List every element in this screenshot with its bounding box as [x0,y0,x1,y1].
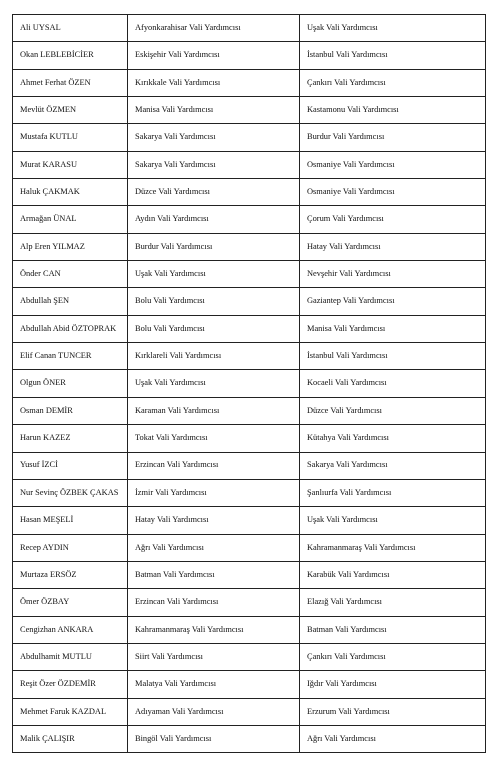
new-post-cell: Uşak Vali Yardımcısı [300,15,486,42]
table-row [13,42,486,69]
new-post-cell: Kahramanmaraş Vali Yardımcısı [300,534,486,561]
new-post-cell: Osmaniye Vali Yardımcısı [300,179,486,206]
person-name-cell: Murtaza ERSÖZ [13,561,128,588]
new-post-cell: Karabük Vali Yardımcısı [300,561,486,588]
current-post-cell: Hatay Vali Yardımcısı [128,507,300,534]
current-post-cell: Eskişehir Vali Yardımcısı [128,42,300,69]
current-post-cell: Siirt Vali Yardımcısı [128,643,300,670]
new-post-cell: Ağrı Vali Yardımcısı [300,725,486,752]
new-post-cell: Hatay Vali Yardımcısı [300,233,486,260]
table-row [13,725,486,752]
person-name-cell: Harun KAZEZ [13,425,128,452]
new-post-cell: Burdur Vali Yardımcısı [300,124,486,151]
table-row [13,179,486,206]
person-name-cell: Yusuf İZCİ [13,452,128,479]
new-post-cell: Osmaniye Vali Yardımcısı [300,151,486,178]
current-post-cell: Bingöl Vali Yardımcısı [128,725,300,752]
table-row [13,507,486,534]
current-post-cell: Uşak Vali Yardımcısı [128,370,300,397]
table-row [13,343,486,370]
new-post-cell: Nevşehir Vali Yardımcısı [300,261,486,288]
current-post-cell: Sakarya Vali Yardımcısı [128,151,300,178]
person-name-cell: Armağan ÜNAL [13,206,128,233]
table-row [13,425,486,452]
person-name-cell: Abdulhamit MUTLU [13,643,128,670]
current-post-cell: Malatya Vali Yardımcısı [128,671,300,698]
table-row [13,479,486,506]
person-name-cell: Ahmet Ferhat ÖZEN [13,69,128,96]
new-post-cell: Manisa Vali Yardımcısı [300,315,486,342]
current-post-cell: Düzce Vali Yardımcısı [128,179,300,206]
current-post-cell: Uşak Vali Yardımcısı [128,261,300,288]
new-post-cell: Kastamonu Vali Yardımcısı [300,97,486,124]
table-row [13,151,486,178]
table-row [13,261,486,288]
person-name-cell: Abdullah ŞEN [13,288,128,315]
new-post-cell: Çorum Vali Yardımcısı [300,206,486,233]
assignment-table-body [13,15,486,753]
new-post-cell: Şanlıurfa Vali Yardımcısı [300,479,486,506]
person-name-cell: Mehmet Faruk KAZDAL [13,698,128,725]
new-post-cell: Kütahya Vali Yardımcısı [300,425,486,452]
table-row [13,616,486,643]
person-name-cell: Hasan MEŞELİ [13,507,128,534]
person-name-cell: Abdullah Abid ÖZTOPRAK [13,315,128,342]
table-row [13,671,486,698]
table-row [13,233,486,260]
new-post-cell: İstanbul Vali Yardımcısı [300,42,486,69]
current-post-cell: Sakarya Vali Yardımcısı [128,124,300,151]
table-row [13,698,486,725]
table-row [13,643,486,670]
current-post-cell: Bolu Vali Yardımcısı [128,288,300,315]
table-row [13,124,486,151]
table-row [13,561,486,588]
current-post-cell: Aydın Vali Yardımcısı [128,206,300,233]
person-name-cell: Haluk ÇAKMAK [13,179,128,206]
person-name-cell: Önder CAN [13,261,128,288]
current-post-cell: Kahramanmaraş Vali Yardımcısı [128,616,300,643]
person-name-cell: Murat KARASU [13,151,128,178]
current-post-cell: Erzincan Vali Yardımcısı [128,452,300,479]
table-row [13,69,486,96]
person-name-cell: Olgun ÖNER [13,370,128,397]
table-row [13,534,486,561]
table-row [13,15,486,42]
person-name-cell: Recep AYDIN [13,534,128,561]
new-post-cell: Uşak Vali Yardımcısı [300,507,486,534]
new-post-cell: Gaziantep Vali Yardımcısı [300,288,486,315]
assignment-table [12,14,486,753]
current-post-cell: Tokat Vali Yardımcısı [128,425,300,452]
person-name-cell: Ali UYSAL [13,15,128,42]
new-post-cell: Sakarya Vali Yardımcısı [300,452,486,479]
table-row [13,315,486,342]
current-post-cell: Kırıkkale Vali Yardımcısı [128,69,300,96]
person-name-cell: Cengizhan ANKARA [13,616,128,643]
table-row [13,589,486,616]
current-post-cell: Erzincan Vali Yardımcısı [128,589,300,616]
current-post-cell: Burdur Vali Yardımcısı [128,233,300,260]
current-post-cell: Adıyaman Vali Yardımcısı [128,698,300,725]
new-post-cell: Elazığ Vali Yardımcısı [300,589,486,616]
person-name-cell: Ömer ÖZBAY [13,589,128,616]
table-row [13,397,486,424]
table-row [13,452,486,479]
person-name-cell: Okan LEBLEBİCİER [13,42,128,69]
current-post-cell: İzmir Vali Yardımcısı [128,479,300,506]
current-post-cell: Batman Vali Yardımcısı [128,561,300,588]
table-row [13,206,486,233]
new-post-cell: İstanbul Vali Yardımcısı [300,343,486,370]
current-post-cell: Afyonkarahisar Vali Yardımcısı [128,15,300,42]
table-row [13,288,486,315]
current-post-cell: Kırklareli Vali Yardımcısı [128,343,300,370]
person-name-cell: Nur Sevinç ÖZBEK ÇAKAS [13,479,128,506]
new-post-cell: Batman Vali Yardımcısı [300,616,486,643]
person-name-cell: Elif Canan TUNCER [13,343,128,370]
current-post-cell: Bolu Vali Yardımcısı [128,315,300,342]
new-post-cell: Kocaeli Vali Yardımcısı [300,370,486,397]
current-post-cell: Manisa Vali Yardımcısı [128,97,300,124]
person-name-cell: Alp Eren YILMAZ [13,233,128,260]
current-post-cell: Karaman Vali Yardımcısı [128,397,300,424]
table-row [13,97,486,124]
new-post-cell: Düzce Vali Yardımcısı [300,397,486,424]
person-name-cell: Osman DEMİR [13,397,128,424]
table-row [13,370,486,397]
person-name-cell: Mustafa KUTLU [13,124,128,151]
new-post-cell: Çankırı Vali Yardımcısı [300,69,486,96]
person-name-cell: Malik ÇALIŞIR [13,725,128,752]
person-name-cell: Mevlüt ÖZMEN [13,97,128,124]
current-post-cell: Ağrı Vali Yardımcısı [128,534,300,561]
new-post-cell: Çankırı Vali Yardımcısı [300,643,486,670]
person-name-cell: Reşit Özer ÖZDEMİR [13,671,128,698]
new-post-cell: Iğdır Vali Yardımcısı [300,671,486,698]
new-post-cell: Erzurum Vali Yardımcısı [300,698,486,725]
